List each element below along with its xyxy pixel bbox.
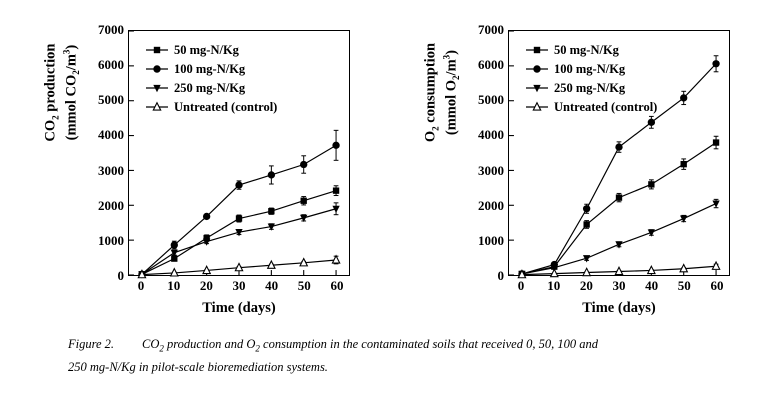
x-tick-label: 50	[297, 278, 311, 293]
legend-label: 250 mg-N/Kg	[554, 80, 626, 95]
series-marker	[203, 213, 210, 220]
x-axis-title-left: Time (days)	[202, 300, 276, 316]
x-tick-label: 60	[710, 278, 724, 293]
legend-item	[526, 40, 657, 59]
x-tick-label: 20	[199, 278, 213, 293]
legend-marker-icon	[146, 62, 168, 76]
y-axis-ticks-left	[74, 22, 124, 283]
x-tick-label: 0	[137, 278, 145, 293]
x-axis-ticks-left	[128, 278, 350, 296]
series-marker	[268, 171, 275, 178]
y-axis-title-right-line1: $O_2$ consumption	[422, 42, 441, 143]
legend-label: 50 mg-N/Kg	[174, 42, 239, 57]
legend-marker-icon	[146, 81, 168, 95]
series-marker	[332, 256, 339, 263]
y-axis-title-right-line2: (mmol $O_2/m^3$)	[441, 49, 462, 136]
x-tick-label: 0	[517, 278, 525, 293]
series-marker	[648, 181, 654, 187]
y-tick-label: 5000	[98, 92, 124, 108]
legend-item	[146, 40, 277, 59]
figure-caption	[68, 334, 698, 378]
legend-item	[146, 59, 277, 78]
x-tick-label: 30	[612, 278, 626, 293]
legend-right	[526, 40, 657, 116]
x-tick-label: 60	[330, 278, 344, 293]
legend-item	[526, 97, 657, 116]
x-tick-label: 40	[645, 278, 659, 293]
legend-marker-icon	[526, 100, 548, 114]
series-marker	[616, 194, 622, 200]
legend-label: Untreated (control)	[554, 99, 658, 114]
series-marker	[301, 198, 307, 204]
legend-left	[146, 40, 277, 116]
legend-label: Untreated (control)	[174, 99, 278, 114]
series-marker	[713, 139, 719, 145]
y-tick-label: 2000	[478, 197, 504, 213]
y-tick-label: 1000	[98, 232, 124, 248]
series-marker	[236, 215, 242, 221]
y-tick-label: 5000	[478, 92, 504, 108]
y-axis-title-left-line2: (mmol $CO_2/m^3$)	[61, 44, 82, 141]
y-tick-label: 2000	[98, 197, 124, 213]
legend-label: 250 mg-N/Kg	[174, 80, 246, 95]
legend-item	[526, 59, 657, 78]
x-tick-label: 30	[232, 278, 246, 293]
series-marker	[300, 161, 307, 168]
y-tick-label: 4000	[478, 127, 504, 143]
series-marker	[712, 262, 719, 269]
y-tick-label: 7000	[98, 22, 124, 37]
series-marker	[235, 181, 242, 188]
series-marker	[583, 205, 590, 212]
legend-label: 100 mg-N/Kg	[554, 61, 626, 76]
y-tick-label: 4000	[98, 127, 124, 143]
legend-item	[146, 97, 277, 116]
y-tick-label: 6000	[98, 57, 124, 73]
y-tick-label: 3000	[98, 162, 124, 178]
figure-number: Figure 2.	[68, 337, 115, 351]
series-marker	[712, 60, 719, 67]
series-marker	[332, 142, 339, 149]
series-marker	[615, 143, 622, 150]
legend-marker-icon	[146, 100, 168, 114]
series-marker	[648, 119, 655, 126]
legend-item	[526, 78, 657, 97]
y-axis-ticks-right	[454, 22, 504, 283]
series-marker	[268, 208, 274, 214]
chart-o2-consumption	[386, 8, 752, 318]
series-marker	[171, 241, 178, 248]
chart-co2-production	[6, 8, 372, 318]
x-tick-label: 10	[547, 278, 561, 293]
legend-item	[146, 78, 277, 97]
x-axis-title-right: Time (days)	[582, 300, 656, 316]
legend-marker-icon	[526, 81, 548, 95]
x-axis-ticks-right	[508, 278, 730, 296]
x-tick-label: 40	[265, 278, 279, 293]
legend-label: 50 mg-N/Kg	[554, 42, 619, 57]
y-tick-label: 7000	[478, 22, 504, 37]
y-tick-label: 1000	[478, 232, 504, 248]
y-tick-label: 0	[497, 268, 504, 283]
y-axis-title-left-line1: $CO_2$ production	[42, 43, 61, 142]
y-tick-label: 3000	[478, 162, 504, 178]
x-tick-label: 50	[677, 278, 691, 293]
y-tick-label: 6000	[478, 57, 504, 73]
legend-label: 100 mg-N/Kg	[174, 61, 246, 76]
y-tick-label: 0	[117, 268, 124, 283]
legend-marker-icon	[146, 43, 168, 57]
x-tick-label: 10	[167, 278, 181, 293]
series-marker	[583, 221, 589, 227]
series-line	[522, 143, 716, 274]
series-marker	[333, 187, 339, 193]
legend-marker-icon	[526, 43, 548, 57]
figure-caption-line1: $CO_2$ production and $O_2$ consumption in the contaminated soils that received 0, 50, 100 and	[142, 337, 598, 354]
x-tick-label: 20	[579, 278, 593, 293]
series-marker	[680, 94, 687, 101]
figure-caption-line2: 250 mg-N/Kg in pilot-scale bioremediation systems.	[68, 359, 328, 374]
legend-marker-icon	[526, 62, 548, 76]
series-marker	[681, 161, 687, 167]
